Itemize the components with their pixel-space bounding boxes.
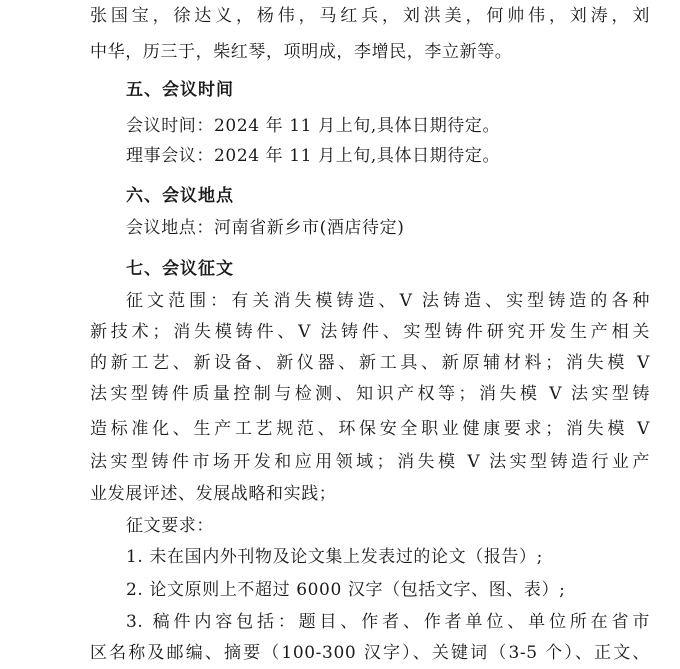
section-5-heading: 五、会议时间 — [126, 80, 234, 100]
scope-line-4: 法实型铸件质量控制与检测、知识产权等；消失模 V 法实型铸 — [90, 384, 650, 404]
section-7-heading: 七、会议征文 — [126, 259, 234, 279]
participants-line-2: 中华，历三于，柴红琴，项明成，李增民，李立新等。 — [90, 42, 513, 62]
scope-line-2: 新技术；消失模铸件、V 法铸件、实型铸件研究开发生产相关 — [90, 322, 650, 342]
scope-line-7: 业发展评述、发展战略和实践； — [90, 484, 337, 504]
scope-line-3: 的新工艺、新设备、新仪器、新工具、新原辅材料；消失模 V — [90, 353, 650, 373]
requirement-item-1: 1. 未在国内外刊物及论文集上发表过的论文（报告）; — [126, 547, 543, 567]
requirement-item-3: 3. 稿件内容包括：题目、作者、作者单位、单位所在省市 — [126, 612, 650, 632]
requirement-item-3-continued: 区名称及邮编、摘要（100-300 汉字）、关键词（3-5 个）、正文、 — [90, 643, 650, 663]
scope-line-6: 法实型铸件市场开发和应用领域；消失模 V 法实型铸造行业产 — [90, 452, 650, 472]
requirements-label: 征文要求： — [126, 516, 214, 536]
meeting-time-line: 会议时间：2024 年 11 月上旬,具体日期待定。 — [126, 116, 501, 136]
requirement-item-2: 2. 论文原则上不超过 6000 汉字（包括文字、图、表）; — [126, 580, 566, 600]
scope-line-5: 造标准化、生产工艺规范、环保安全职业健康要求；消失模 V — [90, 419, 650, 439]
section-6-heading: 六、会议地点 — [126, 186, 234, 206]
scope-line-1: 征文范围：有关消失模铸造、V 法铸造、实型铸造的各种 — [126, 291, 650, 311]
meeting-location-line: 会议地点：河南省新乡市(酒店待定) — [126, 218, 405, 238]
board-meeting-line: 理事会议：2024 年 11 月上旬,具体日期待定。 — [126, 146, 501, 166]
participants-line-1: 张国宝，徐达义，杨伟，马红兵，刘洪美，何帅伟，刘涛，刘 — [90, 6, 650, 26]
